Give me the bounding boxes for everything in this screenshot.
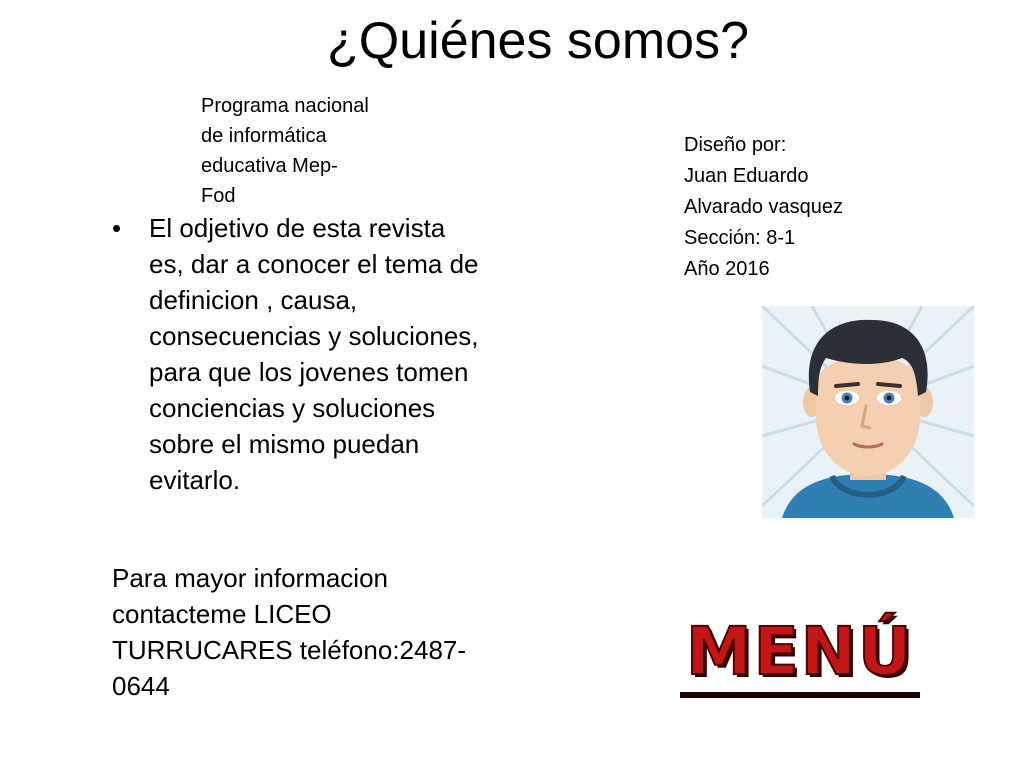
contact-line: 0644 bbox=[112, 671, 170, 701]
objective-text bbox=[149, 210, 572, 498]
objective-bullet bbox=[112, 210, 572, 498]
design-credits bbox=[684, 130, 924, 285]
objective-line: es, dar a conocer el tema de bbox=[149, 249, 479, 279]
objective-line: El odjetivo de esta revista bbox=[149, 213, 446, 243]
contact-info bbox=[112, 560, 572, 704]
design-line: Juan Eduardo bbox=[684, 165, 809, 187]
program-line: educativa Mep- bbox=[201, 155, 338, 177]
contact-line: contacteme LICEO bbox=[112, 599, 332, 629]
program-line: Programa nacional bbox=[201, 95, 369, 117]
objective-line: consecuencias y soluciones, bbox=[149, 321, 479, 351]
contact-line: TURRUCARES teléfono:2487- bbox=[112, 635, 467, 665]
objective-line: para que los jovenes tomen bbox=[149, 357, 469, 387]
avatar bbox=[762, 306, 974, 518]
objective-line: definicion , causa, bbox=[149, 285, 358, 315]
program-line: Fod bbox=[201, 185, 236, 207]
design-line: Alvarado vasquez bbox=[684, 196, 843, 218]
design-line: Sección: 8-1 bbox=[684, 227, 796, 249]
avatar-boy-illustration-icon bbox=[762, 306, 974, 518]
contact-line: Para mayor informacion bbox=[112, 563, 388, 593]
design-line: Diseño por: bbox=[684, 134, 787, 156]
program-line: de informática bbox=[201, 125, 327, 147]
menu-button[interactable]: MENÚ bbox=[680, 612, 920, 698]
page-title: ¿Quiénes somos? bbox=[327, 12, 749, 70]
program-text bbox=[201, 91, 411, 211]
objective-line: conciencias y soluciones bbox=[149, 393, 436, 423]
objective-line: evitarlo. bbox=[149, 465, 241, 495]
design-line: Año 2016 bbox=[684, 258, 770, 280]
objective-line: sobre el mismo puedan bbox=[149, 429, 420, 459]
bullet-icon: • bbox=[112, 213, 122, 243]
